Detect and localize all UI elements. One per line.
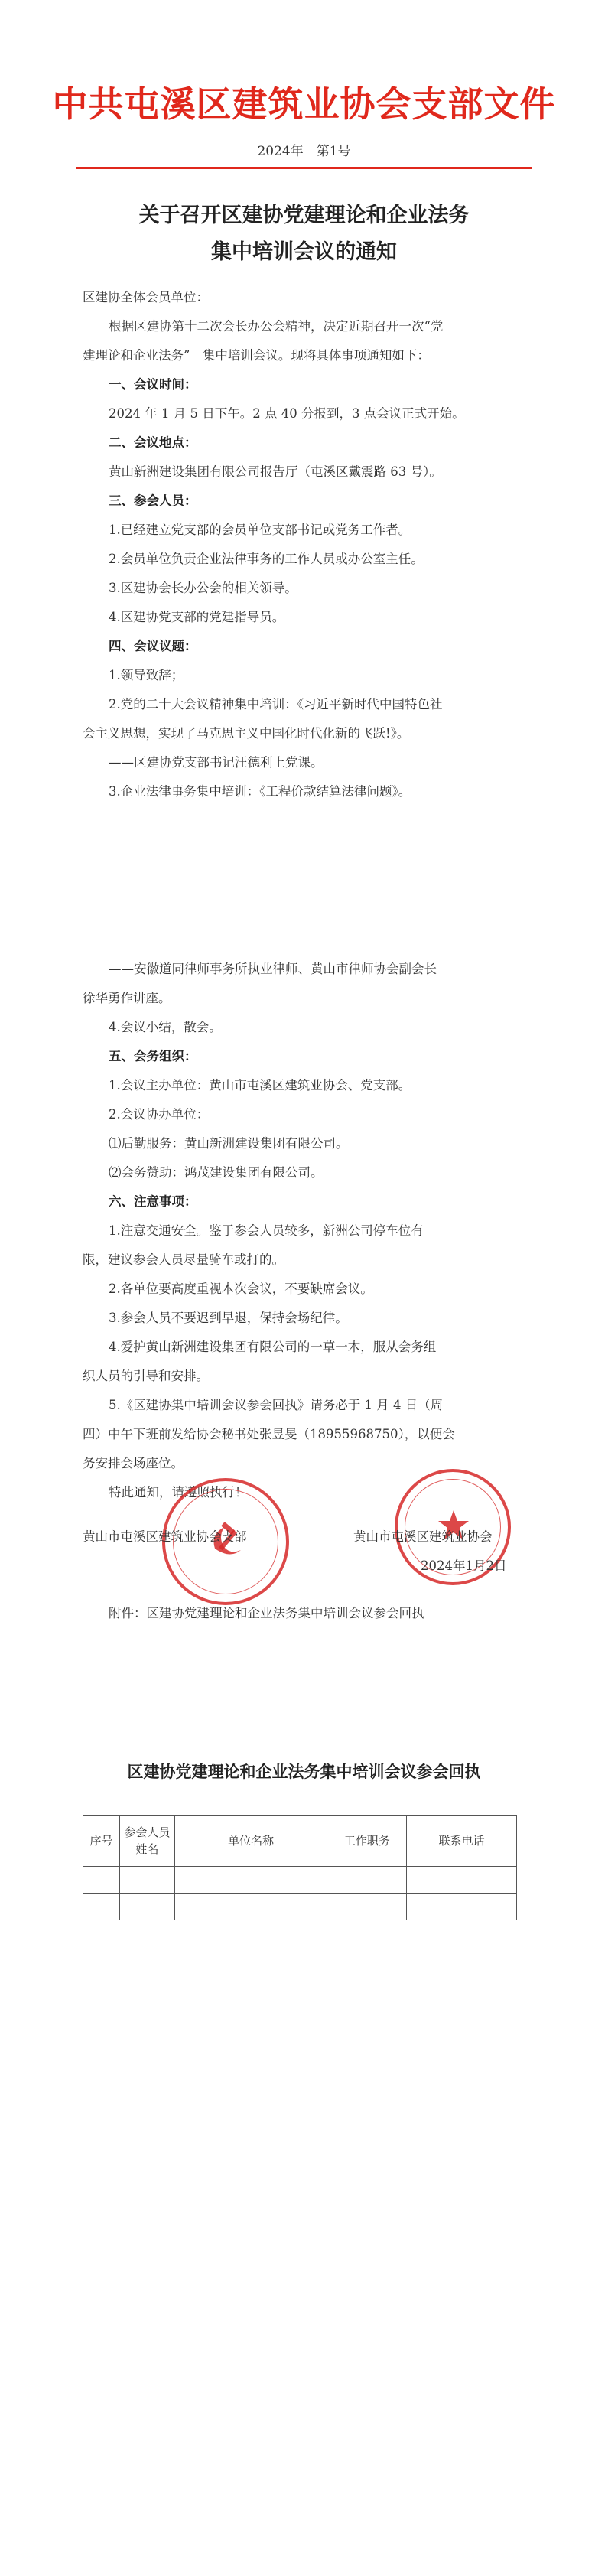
section-heading-notes: 六、注意事项： (109, 1194, 197, 1209)
column-header-no: 序号 (83, 1816, 120, 1867)
table-cell[interactable] (327, 1867, 407, 1894)
table-row (83, 1894, 517, 1920)
receipt-table (83, 1815, 517, 1920)
section-heading-organization: 五、会务组织： (109, 1049, 197, 1063)
closing-line: 特此通知，请遵照执行！ (109, 1485, 248, 1500)
agenda-item: 2.党的二十大会议精神集中培训：《习近平新时代中国特色社 (109, 697, 443, 712)
organization-subitem: ⑴后勤服务：黄山新洲建设集团有限公司。 (109, 1136, 349, 1151)
agenda-item: 1.领导致辞； (109, 668, 184, 682)
agenda-speaker: ——区建协党支部书记汪德利上党课。 (109, 755, 324, 770)
section-heading-time: 一、会议时间： (109, 377, 197, 392)
note-item: 3.参会人员不要迟到早退，保持会场纪律。 (109, 1311, 348, 1325)
attendee-item: 4.区建协党支部的党建指导员。 (109, 610, 285, 624)
column-header-position: 工作职务 (327, 1816, 407, 1867)
table-cell[interactable] (174, 1867, 327, 1894)
signer-right: 黄山市屯溪区建筑业协会 (353, 1529, 493, 1544)
notice-title-line-1: 关于召开区建协党建理论和企业法务 (138, 204, 470, 227)
organization-item: 2.会议协办单位： (109, 1107, 210, 1122)
note-item-continued: 限，建议参会人员尽量骑车或打的。 (83, 1252, 284, 1267)
table-row (83, 1867, 517, 1894)
section-heading-location: 二、会议地点： (109, 435, 197, 450)
agenda-item-continued: 会主义思想，实现了马克思主义中国化时代化新的飞跃!》。 (83, 726, 410, 741)
agenda-speaker: ——安徽道同律师事务所执业律师、黄山市律师协会副会长 (109, 962, 437, 976)
table-cell[interactable] (119, 1867, 174, 1894)
organization-subitem: ⑵会务赞助：鸿茂建设集团有限公司。 (109, 1165, 324, 1180)
document-header-title: 中共屯溪区建筑业协会支部文件 (52, 83, 556, 125)
notice-title-line-2: 集中培训会议的通知 (211, 240, 397, 264)
intro-line-1: 根据区建协第十二次会长办公会精神，决定近期召开一次“党 (109, 319, 444, 334)
section-heading-agenda: 四、会议议题： (109, 639, 197, 653)
organization-item: 1.会议主办单位：黄山市屯溪区建筑业协会、党支部。 (109, 1078, 411, 1093)
table-cell[interactable] (83, 1867, 120, 1894)
note-item: 5.《区建协集中培训会议参会回执》请务必于 1 月 4 日（周 (109, 1398, 444, 1412)
note-item: 4.爱护黄山新洲建设集团有限公司的一草一木，服从会务组 (109, 1340, 437, 1354)
table-cell[interactable] (407, 1867, 517, 1894)
attendee-item: 3.区建协会长办公会的相关领导。 (109, 581, 297, 595)
meeting-location: 黄山新洲建设集团有限公司报告厅（屯溪区戴震路 63 号）。 (109, 464, 442, 479)
note-item-continued: 织人员的引导和安排。 (83, 1369, 209, 1383)
receipt-title: 区建协党建理论和企业法务集中培训会议参会回执 (127, 1762, 481, 1781)
note-item: 2.各单位要高度重视本次会议，不要缺席会议。 (109, 1281, 373, 1296)
intro-line-2: 建理论和企业法务” 集中培训会议。现将具体事项通知如下： (83, 348, 430, 363)
column-header-unit: 单位名称 (174, 1816, 327, 1867)
table-cell[interactable] (327, 1894, 407, 1920)
note-item-continued: 四）中午下班前发给协会秘书处张昱旻（18955968750），以便会 (83, 1427, 455, 1441)
greeting: 区建协全体会员单位： (83, 290, 209, 304)
note-item-continued: 务安排会场座位。 (83, 1456, 184, 1470)
table-cell[interactable] (407, 1894, 517, 1920)
signer-left: 黄山市屯溪区建筑业协会支部 (83, 1529, 247, 1544)
signature-date: 2024年1月2日 (421, 1558, 507, 1573)
note-item: 1.注意交通安全。鉴于参会人员较多，新洲公司停车位有 (109, 1223, 424, 1238)
table-cell[interactable] (119, 1894, 174, 1920)
agenda-speaker-continued: 徐华勇作讲座。 (83, 991, 171, 1005)
table-cell[interactable] (174, 1894, 327, 1920)
agenda-item: 4.会议小结，散会。 (109, 1020, 222, 1034)
attendee-item: 2.会员单位负责企业法律事务的工作人员或办公室主任。 (109, 552, 424, 566)
section-heading-attendees: 三、参会人员： (109, 493, 197, 508)
table-cell[interactable] (83, 1894, 120, 1920)
attachment-note: 附件：区建协党建理论和企业法务集中培训会议参会回执 (109, 1606, 424, 1620)
attendee-item: 1.已经建立党支部的会员单位支部书记或党务工作者。 (109, 523, 411, 537)
table-header-row (83, 1816, 517, 1867)
meeting-time: 2024 年 1 月 5 日下午。2 点 40 分报到，3 点会议正式开始。 (109, 406, 465, 421)
column-header-phone: 联系电话 (407, 1816, 517, 1867)
document-number: 2024年 第1号 (257, 144, 351, 159)
agenda-item: 3.企业法律事务集中培训：《工程价款结算法律问题》。 (109, 784, 411, 799)
column-header-name: 参会人员姓名 (119, 1816, 174, 1867)
